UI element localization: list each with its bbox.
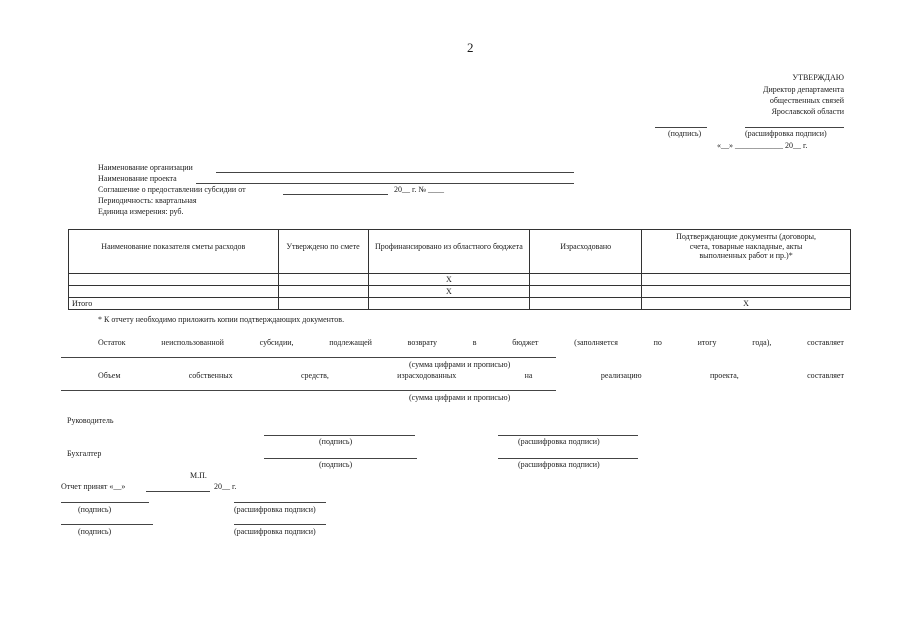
accountant-label: Бухгалтер (67, 449, 102, 458)
remainder-sentence (98, 339, 844, 347)
table-header-cell: Утверждено по смете (278, 230, 368, 274)
word: проекта, (709, 371, 739, 380)
unit: Единица измерения: руб. (98, 207, 184, 216)
table-row-total (69, 298, 851, 310)
word: года), (752, 338, 772, 347)
table-cell: Итого (69, 298, 279, 310)
head-sign-label: (подпись) (319, 437, 353, 446)
word: Остаток (98, 338, 126, 347)
head-sign-line[interactable] (264, 435, 415, 436)
remainder-sum-hint: (сумма цифрами и прописью) (409, 360, 511, 369)
remainder-amount-field[interactable] (61, 357, 556, 358)
word: подлежащей (329, 338, 372, 347)
approval-date: «__» ____________ 20__ г. (717, 141, 808, 150)
word: по (653, 338, 662, 347)
word: в (472, 338, 477, 347)
agreement-tail: 20__ г. № ____ (394, 185, 445, 194)
approval-line-2: общественных связей (769, 96, 844, 105)
report-decode-line-2[interactable] (234, 524, 326, 525)
table-cell[interactable] (530, 286, 642, 298)
table-cell: X (368, 274, 530, 286)
accountant-sign-label: (подпись) (319, 460, 353, 469)
table-cell[interactable] (642, 286, 851, 298)
accountant-sign-line[interactable] (264, 458, 417, 459)
report-sign-line-2[interactable] (61, 524, 153, 525)
word: бюджет (512, 338, 539, 347)
approval-line-1: Директор департамента (763, 85, 844, 94)
word: составляет (807, 371, 844, 380)
approval-decode-line[interactable] (745, 127, 844, 128)
word: собственных (188, 371, 233, 380)
report-sign-label-1: (подпись) (78, 505, 112, 514)
approval-decode-label: (расшифровка подписи) (745, 129, 827, 138)
table-header-cell: Наименование показателя сметы расходов (69, 230, 279, 274)
footnote: * К отчету необходимо приложить копии подтверждающих документов. (98, 315, 345, 324)
word: составляет (807, 338, 844, 347)
word: итогу (697, 338, 717, 347)
table-cell[interactable] (278, 286, 368, 298)
table-header-cell: Израсходовано (530, 230, 642, 274)
periodicity: Периодичность: квартальная (98, 196, 197, 205)
table-header-cell: Профинансировано из областного бюджета (368, 230, 530, 274)
table-row (69, 286, 851, 298)
table-header-row (69, 230, 851, 274)
org-label: Наименование организации (98, 163, 193, 172)
table-cell[interactable] (530, 274, 642, 286)
report-accepted-label: Отчет принят «__» (61, 482, 126, 491)
word: средств, (300, 371, 329, 380)
word: субсидии, (259, 338, 294, 347)
report-year: 20__ г. (214, 482, 237, 491)
agreement-label: Соглашение о предоставлении субсидии от (98, 185, 246, 194)
table-cell: X (368, 286, 530, 298)
project-label: Наименование проекта (98, 174, 177, 183)
project-field[interactable] (196, 183, 574, 184)
table-cell[interactable] (642, 274, 851, 286)
table-cell[interactable] (278, 274, 368, 286)
agreement-date-field[interactable] (283, 194, 388, 195)
approval-title: УТВЕРЖДАЮ (792, 73, 844, 82)
stamp-label: М.П. (190, 471, 207, 480)
table-cell: X (642, 298, 851, 310)
own-funds-sentence (98, 372, 844, 380)
report-sign-label-2: (подпись) (78, 527, 112, 536)
approval-sign-line[interactable] (655, 127, 707, 128)
page-number: 2 (467, 40, 474, 55)
accountant-decode-line[interactable] (498, 458, 638, 459)
own-funds-amount-field[interactable] (61, 390, 556, 391)
own-funds-sum-hint: (сумма цифрами и прописью) (409, 393, 511, 402)
report-decode-line-1[interactable] (234, 502, 326, 503)
accountant-decode-label: (расшифровка подписи) (518, 460, 600, 469)
head-decode-label: (расшифровка подписи) (518, 437, 600, 446)
word: реализацию (600, 371, 642, 380)
word: израсходованных (397, 371, 457, 380)
table-cell[interactable] (530, 298, 642, 310)
table-cell[interactable] (69, 286, 279, 298)
report-sign-line-1[interactable] (61, 502, 149, 503)
approval-sign-label: (подпись) (668, 129, 702, 138)
word: (заполняется (574, 338, 618, 347)
table-cell[interactable] (278, 298, 368, 310)
table-cell[interactable] (368, 298, 530, 310)
word: Объем (98, 371, 121, 380)
approval-line-3: Ярославской области (771, 107, 844, 116)
table-cell[interactable] (69, 274, 279, 286)
word: неиспользованной (161, 338, 224, 347)
report-date-field[interactable] (146, 491, 210, 492)
table-row (69, 274, 851, 286)
org-field[interactable] (216, 172, 574, 173)
expense-table (68, 229, 851, 310)
table-header-cell: Подтверждающие документы (договоры, счета, товарные накладные, акты выполненных работ и пр.)* (642, 230, 851, 274)
word: на (524, 371, 533, 380)
report-decode-label-2: (расшифровка подписи) (234, 527, 316, 536)
head-decode-line[interactable] (498, 435, 638, 436)
head-label: Руководитель (67, 416, 114, 425)
report-decode-label-1: (расшифровка подписи) (234, 505, 316, 514)
word: возврату (407, 338, 438, 347)
